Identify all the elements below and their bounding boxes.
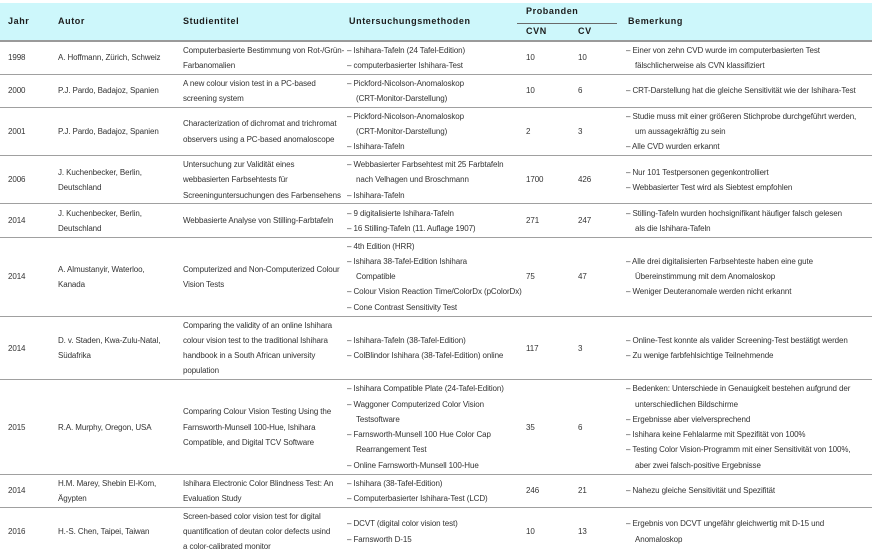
- cell-cv: [578, 341, 582, 356]
- cell-autor-line: P.J. Pardo, Badajoz, Spanien: [58, 86, 159, 96]
- cell-cv-line: 6: [578, 86, 583, 96]
- cell-cvn-line: 10: [526, 86, 535, 96]
- cell-untersuchungsmethoden: [347, 109, 464, 155]
- cell-cvn-line: 271: [526, 216, 540, 226]
- cell-bemerkung-line: fälschlicherweise als CVN klassifiziert: [635, 60, 765, 70]
- cell-studientitel-line: Compatible, and Digital TCV Software: [183, 437, 314, 447]
- cell-untersuchungsmethoden-line: – DCVT (digital color vision test): [347, 519, 458, 529]
- cell-cvn-line: 35: [526, 422, 535, 432]
- cell-studientitel: [183, 404, 331, 450]
- cell-autor-line: J. Kuchenbecker, Berlin,: [58, 167, 142, 177]
- cell-bemerkung-line: als die Ishihara-Tafeln: [635, 223, 711, 233]
- cell-studientitel-line: Farnsworth-Munsell 100-Hue, Ishihara: [183, 422, 316, 432]
- header-autor: Autor: [58, 16, 85, 26]
- cell-cvn: [526, 524, 535, 539]
- cell-cv-line: 247: [578, 216, 592, 226]
- cell-jahr: [8, 213, 25, 228]
- cell-bemerkung-line: – Ergebnisse aber vielversprechend: [626, 414, 751, 424]
- cell-bemerkung-line: – Online-Test konnte als valider Screening-Test bestätigt werden: [626, 335, 848, 345]
- cell-untersuchungsmethoden-line: – Pickford-Nicolson-Anomaloskop: [347, 78, 464, 88]
- cell-studientitel: [183, 157, 341, 203]
- cell-bemerkung-line: – Weniger Deuteranomale werden nicht erkannt: [626, 287, 792, 297]
- cell-untersuchungsmethoden-line: – Cone Contrast Sensitivity Test: [347, 302, 458, 312]
- cell-bemerkung: [626, 206, 842, 237]
- cell-studientitel-line: screening system: [183, 93, 244, 103]
- cell-jahr-line: 2006: [8, 175, 26, 185]
- cell-studientitel-line: Farbanomalien: [183, 60, 236, 70]
- cell-jahr-line: 2000: [8, 86, 26, 96]
- cell-studientitel-line: a color-calibrated monitor: [183, 542, 271, 552]
- cell-bemerkung-line: – Stilling-Tafeln wurden hochsignifikant häufiger falsch gelesen: [626, 208, 842, 218]
- cell-bemerkung-line: – Alle CVD wurden erkannt: [626, 142, 720, 152]
- cell-jahr-line: 2014: [8, 343, 26, 353]
- cell-autor-line: P.J. Pardo, Badajoz, Spanien: [58, 126, 159, 136]
- cell-cv-line: 6: [578, 422, 583, 432]
- cell-untersuchungsmethoden-line: – Ishihara-Tafeln: [347, 142, 405, 152]
- cell-bemerkung: [626, 381, 851, 473]
- cell-untersuchungsmethoden-line: – Pickford-Nicolson-Anomaloskop: [347, 111, 464, 121]
- cell-studientitel-line: webbasierten Farbsehtests für: [183, 175, 288, 185]
- cell-jahr-line: 2001: [8, 126, 26, 136]
- cell-autor-line: A. Hoffmann, Zürich, Schweiz: [58, 53, 161, 63]
- cell-untersuchungsmethoden-line: Rearrangement Test: [356, 445, 427, 455]
- cell-studientitel-line: handbook in a South African university: [183, 351, 316, 361]
- cell-studientitel-line: population: [183, 366, 219, 376]
- cell-autor-line: D. v. Staden, Kwa-Zulu-Natal,: [58, 335, 161, 345]
- cell-jahr-line: 2014: [8, 272, 26, 282]
- table-row: [0, 508, 872, 555]
- cell-studientitel-line: Comparing the validity of an online Ishihara: [183, 320, 333, 330]
- cell-autor-line: Kanada: [58, 279, 85, 289]
- cell-untersuchungsmethoden-line: – Computerbasierter Ishihara-Test (LCD): [347, 493, 488, 503]
- cell-studientitel: [183, 262, 340, 293]
- cell-bemerkung-line: – Nahezu gleiche Sensitivität und Spezifität: [626, 486, 776, 496]
- header-jahr: Jahr: [8, 16, 30, 26]
- cell-cv: [578, 124, 582, 139]
- cell-studientitel: [183, 43, 344, 74]
- table-row: [0, 475, 872, 508]
- cell-jahr: [8, 269, 25, 284]
- cell-untersuchungsmethoden-line: – Waggoner Computerized Color Vision: [347, 399, 484, 409]
- table-row: [0, 108, 872, 156]
- cell-untersuchungsmethoden-line: – Ishihara-Tafeln (24 Tafel-Edition): [347, 45, 466, 55]
- cell-untersuchungsmethoden-line: – Farnsworth D-15: [347, 534, 412, 544]
- cell-studientitel-line: quantification of deutan color defects usind: [183, 526, 331, 536]
- cell-jahr: [8, 50, 25, 65]
- cell-bemerkung-line: um aussagekräftig zu sein: [635, 126, 726, 136]
- cell-untersuchungsmethoden-line: – Online Farnsworth-Munsell 100-Hue: [347, 460, 479, 470]
- cell-studientitel: [183, 476, 333, 507]
- cell-cvn: [526, 420, 535, 435]
- table-row: [0, 381, 872, 475]
- cell-cvn-line: 1700: [526, 175, 544, 185]
- cell-studientitel: [183, 213, 333, 228]
- table-row: [0, 317, 872, 380]
- probanden-divider: [517, 23, 617, 24]
- cell-cvn-line: 246: [526, 486, 540, 496]
- cell-autor-line: H.-S. Chen, Taipei, Taiwan: [58, 526, 150, 536]
- cell-studientitel-line: Vision Tests: [183, 279, 225, 289]
- header-cvn: CVN: [526, 26, 547, 36]
- cell-jahr: [8, 483, 25, 498]
- cell-untersuchungsmethoden: [347, 76, 464, 107]
- cell-bemerkung-line: unterschiedlichen Bildschirme: [635, 399, 738, 409]
- cell-cvn: [526, 213, 539, 228]
- cell-autor: [58, 476, 156, 507]
- cell-studientitel-line: Comparing Colour Vision Testing Using the: [183, 407, 332, 417]
- cell-bemerkung: [626, 43, 820, 74]
- cell-autor: [58, 524, 149, 539]
- cell-studientitel-line: observers using a PC-based anomaloscope: [183, 134, 335, 144]
- cell-untersuchungsmethoden-line: – Colour Vision Reaction Time/ColorDx (pColorDx): [347, 287, 522, 297]
- cell-jahr: [8, 172, 25, 187]
- cell-bemerkung: [626, 83, 856, 98]
- cell-cv: [578, 420, 582, 435]
- cell-jahr: [8, 420, 25, 435]
- cell-cvn: [526, 483, 539, 498]
- cell-studientitel: [183, 318, 332, 379]
- cell-cvn: [526, 124, 530, 139]
- header-bemerkung: Bemerkung: [628, 16, 683, 26]
- cell-studientitel-line: Ishihara Electronic Color Blindness Test: An: [183, 478, 334, 488]
- cell-studientitel-line: A new colour vision test in a PC-based: [183, 78, 316, 88]
- cell-bemerkung: [626, 333, 848, 364]
- cell-autor-line: A. Almustanyir, Waterloo,: [58, 264, 145, 274]
- cell-untersuchungsmethoden: [347, 381, 504, 473]
- cell-cvn: [526, 341, 538, 356]
- cell-autor-line: R.A. Murphy, Oregon, USA: [58, 422, 152, 432]
- cell-bemerkung-line: – CRT-Darstellung hat die gleiche Sensitivität wie der Ishihara-Test: [626, 86, 856, 96]
- cell-cvn-line: 117: [526, 343, 539, 353]
- cell-jahr: [8, 524, 25, 539]
- cell-cvn: [526, 50, 535, 65]
- cell-untersuchungsmethoden: [347, 333, 503, 364]
- cell-studientitel-line: Screeninguntersuchungen des Farbensehens: [183, 190, 341, 200]
- cell-jahr-line: 2015: [8, 422, 26, 432]
- cell-autor: [58, 165, 142, 196]
- cell-untersuchungsmethoden-line: – Ishihara Compatible Plate (24-Tafel-Edition): [347, 384, 504, 394]
- cell-cv: [578, 50, 587, 65]
- cell-bemerkung-line: – Webbasierter Test wird als Siebtest empfohlen: [626, 183, 793, 193]
- cell-studientitel: [183, 509, 330, 555]
- cell-autor-line: Deutschland: [58, 183, 102, 193]
- cell-cv: [578, 213, 591, 228]
- cell-bemerkung: [626, 483, 775, 498]
- cell-cvn: [526, 172, 543, 187]
- cell-bemerkung-line: – Bedenken: Unterschiede in Genauigkeit bestehen aufgrund der: [626, 384, 851, 394]
- header-cv: CV: [578, 26, 592, 36]
- table-row: [0, 42, 872, 75]
- cell-jahr-line: 2014: [8, 216, 26, 226]
- cell-cv-line: 3: [578, 126, 583, 136]
- cell-untersuchungsmethoden-line: Testsoftware: [356, 414, 400, 424]
- cell-autor-line: Deutschland: [58, 223, 102, 233]
- cell-autor: [58, 420, 152, 435]
- cell-jahr-line: 2016: [8, 526, 26, 536]
- cell-studientitel: [183, 76, 316, 107]
- cell-jahr: [8, 83, 25, 98]
- cell-bemerkung: [626, 109, 856, 155]
- table-row: [0, 238, 872, 317]
- cell-bemerkung: [626, 165, 792, 196]
- cell-untersuchungsmethoden-line: (CRT-Monitor-Darstellung): [356, 126, 448, 136]
- cell-studientitel-line: Untersuchung zur Validität eines: [183, 160, 295, 170]
- cell-autor-line: Südafrika: [58, 351, 91, 361]
- cell-studientitel-line: Screen-based color vision test for digital: [183, 511, 321, 521]
- cell-jahr-line: 1998: [8, 53, 26, 63]
- cell-untersuchungsmethoden-line: – Ishihara 38-Tafel-Edition Ishihara: [347, 256, 468, 266]
- header-probanden: Probanden: [526, 6, 579, 16]
- cell-autor: [58, 262, 145, 293]
- cell-studientitel-line: Computerized and Non-Computerized Colour: [183, 264, 340, 274]
- cell-bemerkung-line: – Zu wenige farbfehlsichtige Teilnehmende: [626, 351, 774, 361]
- cell-cv: [578, 483, 587, 498]
- cell-untersuchungsmethoden-line: – 9 digitalisierte Ishihara-Tafeln: [347, 208, 454, 218]
- cell-studientitel-line: Webbasierte Analyse von Stilling-Farbtafeln: [183, 216, 334, 226]
- cell-studientitel: [183, 116, 336, 147]
- cell-autor-line: Ägypten: [58, 493, 87, 503]
- cell-cvn-line: 10: [526, 53, 535, 63]
- table-row: [0, 157, 872, 205]
- cell-jahr-line: 2014: [8, 486, 26, 496]
- cell-untersuchungsmethoden-line: – Ishihara-Tafeln (38-Tafel-Edition): [347, 335, 466, 345]
- cell-untersuchungsmethoden: [347, 43, 465, 74]
- cell-cv: [578, 269, 587, 284]
- cell-cv-line: 13: [578, 526, 587, 536]
- cell-bemerkung-line: – Ergebnis von DCVT ungefähr gleichwertig mit D-15 und: [626, 519, 825, 529]
- cell-untersuchungsmethoden: [347, 239, 522, 315]
- cell-cvn: [526, 269, 535, 284]
- cell-cvn-line: 75: [526, 272, 535, 282]
- table-row: [0, 75, 872, 108]
- cell-untersuchungsmethoden: [347, 516, 458, 547]
- cell-cv-line: 10: [578, 53, 587, 63]
- cell-cv: [578, 524, 587, 539]
- cell-cvn-line: 2: [526, 126, 531, 136]
- cell-studientitel-line: colour vision test to the traditional Ishihara: [183, 335, 328, 345]
- cell-cv-line: 21: [578, 486, 587, 496]
- cell-untersuchungsmethoden-line: – Webbasierter Farbsehtest mit 25 Farbtafeln: [347, 160, 504, 170]
- cell-bemerkung-line: aber zwei falsch-positive Ergebnisse: [635, 460, 761, 470]
- cell-bemerkung: [626, 516, 824, 547]
- cell-cv: [578, 83, 582, 98]
- cell-untersuchungsmethoden-line: – ColBlindor Ishihara (38-Tafel-Edition) online: [347, 351, 504, 361]
- cell-cv: [578, 172, 591, 187]
- cell-untersuchungsmethoden-line: – 4th Edition (HRR): [347, 241, 415, 251]
- cell-jahr: [8, 341, 25, 356]
- cell-bemerkung-line: – Alle drei digitalisierten Farbsehteste haben eine gute: [626, 256, 813, 266]
- cell-untersuchungsmethoden: [347, 157, 503, 203]
- cell-autor: [58, 50, 160, 65]
- cell-cvn: [526, 83, 535, 98]
- cell-studientitel-line: Computerbasierte Bestimmung von Rot-/Grün-: [183, 45, 345, 55]
- cell-untersuchungsmethoden: [347, 476, 488, 507]
- cell-cv-line: 3: [578, 343, 583, 353]
- cell-jahr: [8, 124, 25, 139]
- cell-bemerkung-line: – Testing Color Vision-Programm mit einer Sensitivität von 100%,: [626, 445, 851, 455]
- cell-cvn-line: 10: [526, 526, 535, 536]
- cell-untersuchungsmethoden-line: – Ishihara (38-Tafel-Edition): [347, 478, 443, 488]
- cell-autor-line: J. Kuchenbecker, Berlin,: [58, 208, 142, 218]
- cell-cv-line: 426: [578, 175, 592, 185]
- cell-studientitel-line: Characterization of dichromat and trichromat: [183, 119, 337, 129]
- header-untersuchungsmethoden: Untersuchungsmethoden: [349, 16, 471, 26]
- cell-untersuchungsmethoden-line: nach Velhagen und Broschmann: [356, 175, 469, 185]
- cell-autor: [58, 124, 159, 139]
- header-studientitel: Studientitel: [183, 16, 240, 26]
- cell-untersuchungsmethoden-line: – Ishihara-Tafeln: [347, 190, 405, 200]
- cell-bemerkung-line: – Studie muss mit einer größeren Stichprobe durchgeführt werden,: [626, 111, 857, 121]
- cell-bemerkung-line: Anomaloskop: [635, 534, 683, 544]
- cell-untersuchungsmethoden-line: (CRT-Monitor-Darstellung): [356, 93, 448, 103]
- cell-bemerkung-line: – Ishihara keine Fehlalarme mit Spezifität von 100%: [626, 430, 806, 440]
- cell-autor-line: H.M. Marey, Shebin El-Kom,: [58, 478, 157, 488]
- cell-autor: [58, 333, 160, 364]
- table-header: [0, 3, 872, 42]
- cell-bemerkung-line: – Einer von zehn CVD wurde im computerbasierten Test: [626, 45, 820, 55]
- cell-untersuchungsmethoden-line: – computerbasierter Ishihara-Test: [347, 60, 463, 70]
- cell-untersuchungsmethoden-line: Compatible: [356, 272, 396, 282]
- cell-bemerkung: [626, 254, 813, 300]
- cell-untersuchungsmethoden-line: – 16 Stilling-Tafeln (11. Auflage 1907): [347, 223, 476, 233]
- cell-bemerkung-line: – Nur 101 Testpersonen gegenkontrolliert: [626, 167, 769, 177]
- cell-bemerkung-line: Übereinstimmung mit dem Anomaloskop: [635, 272, 776, 282]
- cell-untersuchungsmethoden: [347, 206, 475, 237]
- cell-studientitel-line: Evaluation Study: [183, 493, 242, 503]
- table-row: [0, 205, 872, 238]
- cell-cv-line: 47: [578, 272, 587, 282]
- cell-autor: [58, 206, 142, 237]
- cell-untersuchungsmethoden-line: – Farnsworth-Munsell 100 Hue Color Cap: [347, 430, 491, 440]
- cell-autor: [58, 83, 159, 98]
